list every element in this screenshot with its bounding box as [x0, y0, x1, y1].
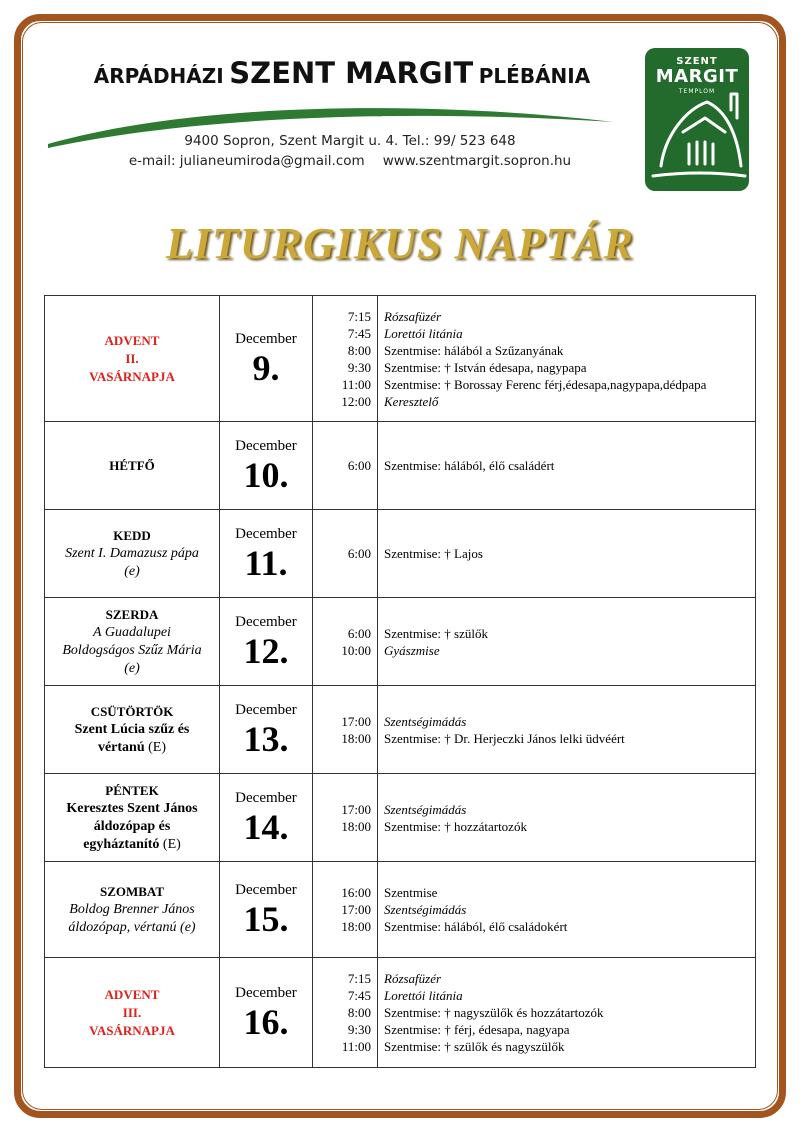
times-cell	[313, 598, 378, 686]
feast-rank: (E)	[162, 836, 181, 852]
saint-name-2: vértanú	[97, 739, 145, 755]
day-number: 11.	[244, 542, 288, 583]
month-label: December	[235, 984, 297, 1001]
day-cell	[45, 774, 220, 862]
events-cell	[378, 958, 756, 1068]
date-cell	[220, 686, 313, 774]
time-entry: 18:00	[341, 919, 371, 934]
table-row	[45, 774, 756, 862]
table-row	[45, 598, 756, 686]
event-entry: Szentségimádás	[384, 801, 467, 817]
saint-name-2: áldozópap, vértanú	[68, 919, 177, 935]
day-number: 13.	[243, 718, 289, 759]
event-entry: Szentmise: † István édesapa, nagypapa	[384, 359, 587, 375]
event-entry: Szentmise: hálából, élő családokért	[384, 919, 568, 934]
month-label: December	[235, 701, 297, 718]
date-cell	[220, 774, 313, 862]
day-cell	[45, 422, 220, 510]
saint-name: Szent Lúcia szűz és	[74, 721, 190, 737]
time-entry: 9:30	[347, 1022, 371, 1037]
event-entry: Szentségimádás	[384, 713, 467, 729]
day-name-2: II.	[125, 350, 139, 366]
feast-rank: (e)	[124, 563, 140, 579]
month-label: December	[235, 525, 297, 542]
day-number: 16.	[243, 1001, 289, 1042]
event-entry: Szentmise: hálából a Szűzanyának	[384, 342, 564, 358]
events-cell	[378, 598, 756, 686]
feast-rank: (e)	[124, 660, 140, 676]
date-cell	[220, 598, 313, 686]
title-suffix: PLÉBÁNIA	[478, 64, 591, 88]
events-cell	[378, 510, 756, 598]
time-entry: 12:00	[341, 393, 371, 409]
day-name-2: III.	[122, 1004, 142, 1020]
time-entry: 18:00	[341, 818, 371, 834]
saint-name: Keresztes Szent János	[66, 800, 198, 816]
title-main: SZENT MARGIT	[229, 56, 474, 90]
liturgical-calendar-table	[44, 295, 756, 1068]
time-entry: 7:15	[347, 971, 371, 986]
date-cell	[220, 958, 313, 1068]
event-entry: Szentmise	[384, 885, 438, 900]
email-text: e-mail: julianeumiroda@gmail.com	[128, 153, 365, 169]
day-number: 12.	[243, 630, 289, 671]
date-cell	[220, 862, 313, 958]
event-entry: Lorettói litánia	[384, 988, 463, 1003]
time-entry: 10:00	[341, 642, 371, 658]
day-name: PÉNTEK	[105, 782, 159, 798]
parish-title	[72, 56, 612, 90]
table-row	[45, 510, 756, 598]
event-entry: Rózsafüzér	[384, 308, 442, 324]
month-label: December	[235, 437, 297, 454]
event-entry: Rózsafüzér	[384, 971, 442, 986]
event-entry: Szentmise: † Lajos	[384, 546, 483, 561]
feast-rank: (e)	[180, 919, 196, 935]
day-number: 15.	[243, 898, 289, 939]
day-name-3: VASÁRNAPJA	[89, 368, 175, 384]
times-cell	[313, 296, 378, 422]
day-name: ADVENT	[104, 986, 160, 1002]
day-name: CSÜTÖRTÖK	[90, 703, 174, 719]
day-cell	[45, 510, 220, 598]
day-cell	[45, 958, 220, 1068]
day-cell	[45, 862, 220, 958]
table-row	[45, 958, 756, 1068]
time-entry: 11:00	[341, 1039, 371, 1054]
event-entry: Szentmise: † nagyszülők és hozzátartozók	[384, 1005, 604, 1020]
date-cell	[220, 296, 313, 422]
month-label: December	[235, 330, 297, 347]
month-label: December	[235, 613, 297, 630]
times-cell	[313, 774, 378, 862]
time-entry: 16:00	[341, 885, 371, 900]
time-entry: 6:00	[347, 458, 371, 473]
saint-name-2: Boldogságos Szűz Mária	[62, 642, 202, 658]
table-row	[45, 862, 756, 958]
event-entry: Szentmise: † hozzátartozók	[384, 818, 527, 834]
time-entry: 18:00	[341, 730, 371, 746]
logo-line-2: MARGIT	[655, 66, 739, 87]
day-name: SZOMBAT	[99, 883, 165, 899]
events-cell	[378, 296, 756, 422]
calendar-heading: LITURGIKUS NAPTÁR	[165, 219, 635, 268]
day-number: 14.	[243, 806, 289, 847]
times-cell	[313, 686, 378, 774]
time-entry: 17:00	[341, 902, 371, 917]
day-cell	[45, 296, 220, 422]
times-cell	[313, 958, 378, 1068]
day-name: SZERDA	[105, 606, 159, 622]
saint-name-2: áldozópap és	[93, 818, 171, 834]
time-entry: 6:00	[347, 546, 371, 561]
event-entry: Szentmise: † szülők	[384, 625, 488, 641]
saint-name: Boldog Brenner János	[69, 901, 195, 917]
event-entry: Szentmise: † férj, édesapa, nagyapa	[384, 1022, 570, 1037]
church-logo	[645, 48, 749, 191]
times-cell	[313, 510, 378, 598]
address-line: 9400 Sopron, Szent Margit u. 4. Tel.: 99/ 523 648	[184, 133, 516, 149]
website-text: www.szentmargit.sopron.hu	[382, 153, 572, 169]
times-cell	[313, 422, 378, 510]
table-row	[45, 686, 756, 774]
day-name-3: VASÁRNAPJA	[89, 1022, 175, 1038]
table-row	[45, 422, 756, 510]
event-entry: Gyászmise	[384, 642, 440, 658]
events-cell	[378, 862, 756, 958]
event-entry: Szentmise: † Borossay Ferenc férj,édesapa,nagypapa,dédpapa	[384, 376, 707, 392]
time-entry: 17:00	[341, 713, 371, 729]
contact-line	[100, 153, 600, 169]
event-entry: Szentmise: † szülők és nagyszülők	[384, 1039, 565, 1054]
event-entry: Szentmise: † Dr. Herjeczki János lelki üdvéért	[384, 730, 625, 746]
month-label: December	[235, 881, 297, 898]
saint-name: A Guadalupei	[93, 624, 171, 640]
table-row	[45, 296, 756, 422]
event-entry: Szentségimádás	[384, 902, 467, 917]
event-entry: Keresztelő	[384, 393, 439, 409]
day-cell	[45, 686, 220, 774]
day-number: 9.	[252, 347, 280, 388]
time-entry: 7:45	[347, 988, 371, 1003]
event-entry: Lorettói litánia	[384, 325, 463, 341]
event-entry: Szentmise: hálából, élő családért	[384, 458, 555, 473]
logo-line-1: SZENT	[676, 56, 718, 67]
events-cell	[378, 686, 756, 774]
title-prefix: ÁRPÁDHÁZI	[93, 64, 224, 88]
day-cell	[45, 598, 220, 686]
time-entry: 8:00	[347, 342, 371, 358]
events-cell	[378, 422, 756, 510]
date-cell	[220, 510, 313, 598]
feast-rank: (E)	[148, 739, 167, 755]
time-entry: 11:00	[341, 376, 371, 392]
time-entry: 9:30	[347, 359, 371, 375]
day-name: KEDD	[113, 527, 151, 543]
time-entry: 8:00	[347, 1005, 371, 1020]
logo-line-3: TEMPLOM	[678, 88, 716, 95]
events-cell	[378, 774, 756, 862]
time-entry: 7:45	[347, 325, 371, 341]
day-name: ADVENT	[104, 332, 160, 348]
date-cell	[220, 422, 313, 510]
times-cell	[313, 862, 378, 958]
saint-name-3: egyháztanító	[83, 836, 160, 852]
time-entry: 17:00	[341, 801, 371, 817]
time-entry: 6:00	[347, 625, 371, 641]
day-number: 10.	[243, 454, 289, 495]
month-label: December	[235, 789, 297, 806]
saint-name: Szent I. Damazusz pápa	[65, 545, 199, 561]
day-name: HÉTFŐ	[109, 457, 155, 473]
time-entry: 7:15	[347, 308, 371, 324]
